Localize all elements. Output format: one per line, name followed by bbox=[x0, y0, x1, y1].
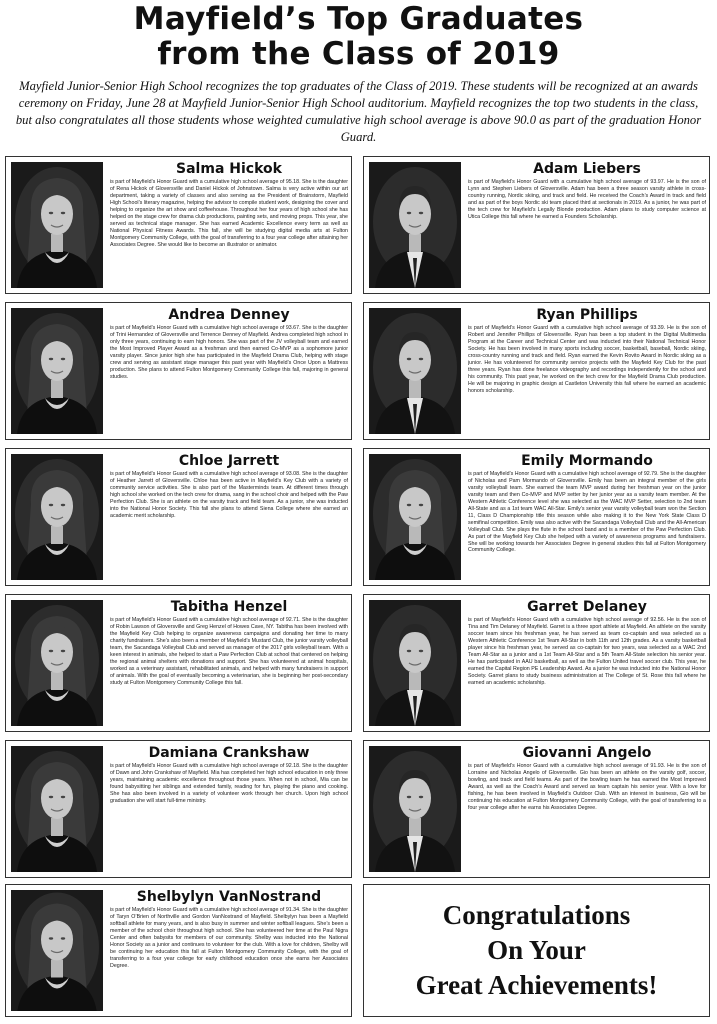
congratulations-line-3: Great Achievements! bbox=[415, 970, 658, 1000]
graduate-card bbox=[5, 884, 352, 1017]
portrait-image bbox=[11, 308, 103, 434]
congratulations-line-1: Congratulations bbox=[442, 900, 631, 930]
graduate-photo bbox=[11, 600, 103, 726]
portrait-image bbox=[369, 162, 461, 288]
graduate-bio: is part of Mayfield’s Honor Guard with a cumulative high school average of 92.56. He is the son of Tina and Tim Delaney of Mayfield. Garret is a three sport athlete at Mayfield. An athlete on the varsity soccer team since his freshman year, he has served as team co-captain and was selected as a Western Athletic Conference 1st Team All-Star in both 11th and 12th grades. As a varsity basketball player since his freshman year, he served as co-captain for two years, was selected as a WAC 2nd Team All-Star as a junior and a 1st Team All-Star and a 5th Team All-State selection his senior year. He has participated in AAU basketball, as well as the Fulton United travel soccer club. This year, he earned the Capital Region PE Leadership Award. As a junior he was inducted into the National Honor Society. Garret plans to study business administration at The College of St. Rose this fall where he earned an academic scholarship. bbox=[468, 617, 706, 686]
graduate-photo bbox=[11, 890, 103, 1011]
graduate-card bbox=[363, 594, 710, 732]
graduate-bio: is part of Mayfield’s Honor Guard with a cumulative high school average of 93.97. He is the son of Lynn and Stephen Liebers of Gloversville. Adam has been a three season varsity athlete in cross-country running, Nordic skiing, and track and field. He received the Coach’s Award in track and field and as part of the boys Nordic ski team placed third at sectionals in 2019. As a junior, he was part of the tech crew for Mayfield’s Legally Blonde production. Adam plans to study computer science at Utica College this fall where he earned a Founders Scholarship. bbox=[468, 179, 706, 220]
congratulations-line-2: On Your bbox=[487, 935, 586, 965]
graduate-bio: is part of Mayfield’s Honor Guard with a cumulative high school average of 93.39. He is the son of Robert and Jennifer Phillips of Gloversville. Ryan has been a top student in the Digital Multimedia Program at the Career and Technical Center and was inducted into their National Technical Honor Society. He has been involved in many sports including soccer, basketball, baseball, Nordic skiing, cross-country running and track and field. Ryan earned the Kevin Rovito Award in Nordic skiing as a junior. He has volunteered for community service projects with the Mayfield Key Club for the past three years. Ryan has done freelance videography and recordings independently for the school and his community. This past year, he worked on the tech crew for the Mayfield Drama Club production. He will be majoring in graphic design at Castleton University this fall where he earned an academic honors scholarship. bbox=[468, 325, 706, 394]
graduate-photo bbox=[11, 746, 103, 872]
graduate-name: Adam Liebers bbox=[533, 161, 641, 177]
headline-line-1: Mayfield’s Top Graduates bbox=[133, 1, 584, 37]
graduate-bio: is part of Mayfield’s Honor Guard with a cumulative high school average of 92.79. She is the daughter of Nicholas and Pam Mormando of Gloversville. Emily has been an integral member of the girls varsity volleyball team. She earned the team MVP award during her freshman year on the junior varsity team and then Co-MVP and MVP setter by her junior year as a varsity team member. At the Western Athletic Conference level she was selected as the WAC MVP Setter, selection to 2nd team All-State and as a 1st team WAC All-Star. Emily’s senior year varsity volleyball team won the Section 11, Class D Championship title this season while also making it to the New York State Class D semifinal competition. Emily was also active with the Sacandaga Volleyball Club and the All-American Volleyball Club. She plays the flute in the school band and is a member of the Paw Perfection Club. As part of the Mayfield Key Club she helped with a variety of awareness programs and fundraisers. She will be working towards her Associates Degree in general studies this fall at Fulton Montgomery Community College. bbox=[468, 471, 706, 554]
portrait-image bbox=[11, 162, 103, 288]
graduate-card bbox=[5, 156, 352, 294]
graduate-name: Ryan Phillips bbox=[536, 307, 638, 323]
graduate-card bbox=[363, 302, 710, 440]
graduate-bio: is part of Mayfield’s Honor Guard with a cumulative high school average of 93.08. She is the daughter of Heather Jarrett of Gloversville. Chloe has been active in Mayfield’s Key Club with a variety of community service activities. She is also part of the Masterminds team. At different times through high school she worked on the tech crew for drama, sang in the school choir and helped with the Paw Perfection Club. She is an athlete on the varsity track and field team. As a junior, she was inducted into the National Honor Society. This fall she plans to attend Siena College where she earned an academic merit scholarship. bbox=[110, 471, 348, 519]
headline-line-2: from the Class of 2019 bbox=[157, 36, 560, 72]
graduate-photo bbox=[369, 308, 461, 434]
graduate-bio: is part of Mayfield’s Honor Guard with a cumulative high school average of 93.67. She is the daughter of Trini Hernandez of Gloversville and Terrence Denney of Mayfield. Andrea completed high school in only three years, continuing to earn high honors. She was part of the JV volleyball team and earned the Most Improved Player Award as a freshman and then earned Co-MVP as a sophomore junior varsity player. Since junior high she has participated in the Mayfield Drama Club, helping with stage crew and serving as assistant stage manager this past year with Mayfield’s Once Upon a Mattress production. She plans to attend Fulton Montgomery Community College this fall, majoring in general studies. bbox=[110, 325, 348, 380]
graduate-bio: is part of Mayfield’s Honor Guard with a cumulative high school average of 91.34. She is the daughter of Taryn O’Brien of Northville and Gordon VanNostrand of Mayfield. Shelbylyn has been a Mayfield softball athlete for many years, and is also busy in summer and winter softball leagues. She’s been a member of the school choir throughout high school. She has volunteered her time at the Paul Nigra Center and often babysits for members of our community. Shelby was inducted into the National Honor Society as a junior and continues to volunteer for the club. With a love for children, Shelby will be continuing her education this fall at Fulton Montgomery Community College, with the goal of transferring to a four year college for early childhood education once she earns her Associates Degree. bbox=[110, 907, 348, 969]
portrait-image bbox=[369, 454, 461, 580]
graduate-name: Giovanni Angelo bbox=[522, 745, 652, 761]
graduate-name: Andrea Denney bbox=[168, 307, 290, 323]
graduate-photo bbox=[369, 454, 461, 580]
portrait-image bbox=[11, 454, 103, 580]
graduate-photo bbox=[11, 162, 103, 288]
graduate-name: Shelbylyn VanNostrand bbox=[136, 889, 322, 905]
portrait-image bbox=[11, 890, 103, 1011]
congratulations-box bbox=[363, 884, 710, 1017]
portrait-image bbox=[369, 600, 461, 726]
graduate-name: Salma Hickok bbox=[176, 161, 282, 177]
graduate-card bbox=[5, 594, 352, 732]
graduate-name: Emily Mormando bbox=[521, 453, 653, 469]
graduate-photo bbox=[11, 454, 103, 580]
portrait-image bbox=[369, 308, 461, 434]
graduate-card bbox=[5, 740, 352, 878]
graduate-bio: is part of Mayfield’s Honor Guard with a cumulative high school average of 92.71. She is the daughter of Robin Lawson of Gloversville and Greg Henzel of Howes Cave, NY. Tabitha has been involved with the Mayfield Key Club helping to organize awareness campaigns and donating her time to many charity fundraisers. She’s also been a member of Mayfield’s Mustard Club, the junior varsity volleyball team, the Sacandaga Volleyball Club and served as manager of the 2017 girls volleyball team. With a keen interest in animals, she helped to start a Paw Perfection Club at school that centered on helping the regional animal shelters with donations and support. She has volunteered at animal hospitals, worked as a veterinary assistant, rehabilitated animals, and helped with many fundraisers in support of animals. With the goal of eventually becoming a veterinarian, she is beginning her post-secondary study at Fulton Montgomery Community College this fall. bbox=[110, 617, 348, 686]
intro-paragraph: Mayfield Junior-Senior High School recognizes the top graduates of the Class of 2019. These students will be recognized at an awards ceremony on Friday, June 28 at Mayfield Junior-Senior High School auditorium. Mayfield recognizes the top two students in the class, but also congratulates all those students whose weighted cumulative high school average is above 90.0 as part of the graduation Honor Guard. bbox=[15, 79, 702, 144]
headline bbox=[0, 2, 717, 72]
portrait-image bbox=[11, 600, 103, 726]
graduate-photo bbox=[11, 308, 103, 434]
graduate-bio: is part of Mayfield’s Honor Guard with a cumulative high school average of 92.18. She is the daughter of Dawn and John Crankshaw of Mayfield. Mia has completed her high school education in only three years, maintaining academic excellence throughout those years. When not in school, Mia can be found babysitting her siblings and extended family, reading for fun, playing the piano and cooking. She has also been involved in a variety of volunteer work through her church. Upon high school graduation she will start full-time ministry. bbox=[110, 763, 348, 804]
graduate-name: Damiana Crankshaw bbox=[148, 745, 310, 761]
graduate-card bbox=[363, 740, 710, 878]
graduate-name: Chloe Jarrett bbox=[178, 453, 280, 469]
graduate-photo bbox=[369, 162, 461, 288]
graduate-name: Garret Delaney bbox=[527, 599, 647, 615]
graduate-card bbox=[5, 448, 352, 586]
portrait-image bbox=[11, 746, 103, 872]
graduate-card bbox=[363, 156, 710, 294]
graduate-photo bbox=[369, 746, 461, 872]
graduate-card bbox=[5, 302, 352, 440]
graduate-bio: is part of Mayfield’s Honor Guard with a cumulative high school average of 91.93. He is the son of Lorraine and Nicholas Angelo of Gloversville. Gio has been an athlete on the varsity golf, soccer, bowling, and track and field teams. As part of the bowling team he has earned the Most Improved Award, as well as the Coach’s Award and served as team captain his senior year. With a love for fishing, he has been involved in Mayfield’s Outdoor Club. With an interest in business, Gio will be continuing his education at Fulton Montgomery Community College, with the goal of transferring to a four year college after he earns his Associates Degree. bbox=[468, 763, 706, 811]
portrait-image bbox=[369, 746, 461, 872]
graduate-card bbox=[363, 448, 710, 586]
graduate-name: Tabitha Henzel bbox=[170, 599, 288, 615]
graduate-photo bbox=[369, 600, 461, 726]
graduate-bio: is part of Mayfield’s Honor Guard with a cumulative high school average of 95.18. She is the daughter of Rena Hickok of Gloversville and Daniel Hickok of Johnstown. Salma is very active within our art department, taking a variety of classes and also serving as the President of Brainstorm, Mayfield High School’s literary magazine, helping the advisor to compile student work, designing the cover and helping to organize the art show and coffeehouse. Throughout her four years of high school she has helped on the stage crew for drama club productions, painting sets, and moving props. This year, she served as technical stage manager. She has earned Academic Excellence every term as well as National Physical Fitness Awards. This fall, she will be studying digital media arts at Fulton Montgomery Community College, with the goal of transferring to a four year college after attaining her Associates Degree. She would like to become an illustrator or animator. bbox=[110, 179, 348, 248]
